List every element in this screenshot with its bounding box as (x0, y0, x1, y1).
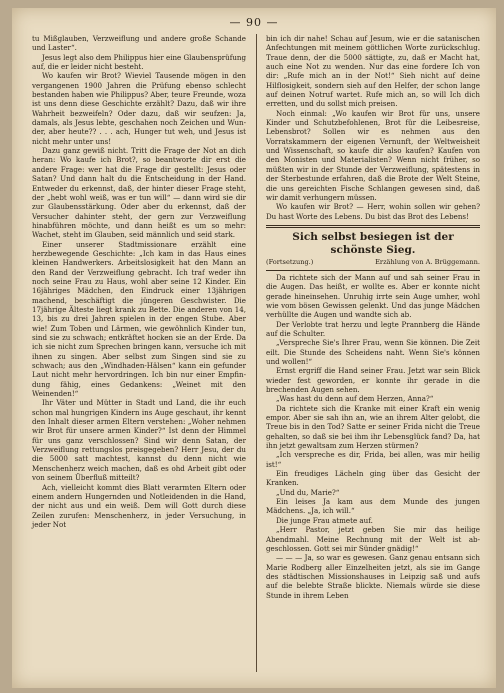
paragraph: Wo kaufen wir Brot? Wieviel Tausende mögen in den vergangenen 1900 Jahren die Prüfung ebenso schlecht bestanden haben wie Philippus? Aber, teure Freunde, woza ist uns denn diese Geschichte erzählt? Dazu, daß wir ihre Wahrheit bezweifeln? Oder dazu, daß wir seufzen: Ja, damals, als Jesus lebte, geschahen noch Zeichen und Wunder, aber heute?? . . . ach, Hunger tut weh, und Jesus ist nicht mehr unter uns! (32, 71, 246, 146)
paragraph: Noch einmal: „Wo kaufen wir Brot für uns, unsere Kinder und Schutzbefohlenen, Brot für die Leibesreise, Lebensbrot? Sollen wir es nehmen aus den Vorratskammern der eigenen Vernunft, der Weltweisheit und Wissenschaft, so kaufe dir also kaufen? Kaufen von den Monisten und Materialisten? Wenn nicht früher, so müßten wir in der Stunde der Verzweiflung, spätestens in der Sterbestunde erfahren, daß die Brote der Welt Steine, die uns gereichten Fische Schlangen gewesen sind, daß wir damit verhungern müssen. (266, 108, 480, 202)
story-paragraph: „Und du, Marie?“ (276, 487, 340, 497)
section-rule (266, 270, 480, 271)
story-paragraph: Ein freudiges Lächeln ging über das Gesicht der Kranken. (266, 469, 480, 488)
right-column (266, 34, 480, 600)
story-paragraph: Der Verlobte trat herzu und legte Prannberg die Hände auf die Schulter. (266, 319, 480, 338)
newspaper-page (12, 8, 496, 688)
paragraph: Ihr Väter und Mütter in Stadt und Land, die ihr euch schon mal hungrigen Kindern ins Auge geschaut, ihr kennt den Inhalt dieser armen Eltern verstehen: „Woher nehmen wir Brot für unsere armen Kinder?“ Ist denn der Himmel für uns ganz verschlossen? Sind wir denn Satan, der Verzweiflung rettungslos preisgegeben? Herr Jesu, der du die 5000 satt machtest, kannst du denn nicht wie Menschenherz weich machen, daß es ohd Arbeit gibt oder von seinem Überfluß mitteilt? (32, 398, 246, 483)
story-paragraph: Da richtete sich der Mann auf und sah seiner Frau in die Augen. Das heißt, er wollte es. Aber er konnte nicht gerade hineinsehen. Unruhig irrte sein Auge umher, wohl wie vom bösen Gewissen gelenkt. Und das junge Mädchen verhüllte die Augen und wandte sich ab. (266, 272, 480, 320)
story-continuation: (Fortsetzung.) (266, 257, 314, 266)
story-title: Sich selbst besiegen ist der schönste Sieg. (292, 230, 454, 256)
paragraph: Wo kaufen wir Brot? — Herr, wohin sollen wir gehen? Du hast Worte des Lebens. Du bist das Brot des Lebens! (266, 202, 480, 221)
paragraph: Einer unserer Stadtmissionare erzählt eine herzbewegende Geschichte: „Ich kam in das Haus eines kleinen Handwerkers. Arbeitslosigkeit hat den Mann an den Rand der Verzweiflung gebracht. Ich traf weder ihn noch seine Frau zu Haus, wohl aber seine 12 Kinder. Ein 16jähriges Mädchen, den Eindruck einer 13jährigen machend, beschäftigt die jüngeren Geschwister. Die 17jährige Älteste liegt krank zu Bette. Die anderen von 14, 13, bis zu drei Jahren spielen in der engen Stube. Aber wie! Zum Toben und Lärmen, wie gewöhnlich Kinder tun, sind sie zu schwach; entkräftet hocken sie an der Erde. Da ich sie nicht zum Sprechen bringen kann, versuche ich mit ihnen zu singen. Aber selbst zum Singen sind sie zu schwach; aus den „Windhaden-Hälsen“ kann ein gefunder Laut nicht mehr hervordringen. Ich bin nur einer Empfindung fähig, eines Gedankens: „Weinet mit den Weinenden!“ (32, 239, 246, 399)
section-rule (266, 225, 480, 228)
page-number: — 90 — (229, 16, 279, 29)
paragraph: Dazu ganz gewiß nicht. Tritt die Frage der Not an dich heran: Wo kaufe ich Brot?, so beantworte dir erst die andere Frage: wer hat die Frage dir gestellt: Jesus oder Satan? Und dann halt du die Entscheidung in der Hand. Entweder du erkennst, daß, der hinter dieser Frage steht, der „hebt wohl weiß, was er tun will“ — dann wird sie dir zur Glaubensstärkung. Oder aber du erkennst, daß der Versucher dahinter steht, der gern zur Verzweiflung hinabführen möchte, und dann heißt es um so mehr: Wachet, steht im Glauben, seid männlich und seid stark. (32, 146, 246, 240)
paragraph: Ach, vielleicht kommt dies Blatt verarmten Eltern oder einem andern Hungernden und Notleidenden in die Hand, der nicht aus und ein weiß. Dem will Gott durch diese Zeilen zurufen: Menschenherz, in jeder Versuchung, in jeder Not (32, 482, 246, 529)
column-divider (256, 34, 257, 672)
story-paragraph: Die junge Frau atmete auf. (276, 515, 373, 525)
paragraph: bin ich dir nahe! Schau auf Jesum, wie er die satanischen Anfechtungen mit meinem göttlichen Worte zurückschlug. Traue denn, der die 5000 sättigte, zu, daß er Macht hat, auch eine Not zu wenden. Nur das eine fordere Ich von dir: „Rufe mich an in der Not!“ Sieh nicht auf deine Hilflosigkeit, sondern sieh auf den Helfer, der schon lange auf deinen Notruf wartet. Rufe mich an, so will Ich dich erretten, und du sollst mich preisen. (266, 34, 480, 109)
paragraph: tu Mißglauben, Verzweiflung und andere große Schande und Laster“. (32, 34, 246, 53)
story-paragraph: Ein leises Ja kam aus dem Munde des jungen Mädchens. „Ja, ich will.“ (266, 497, 480, 516)
paragraph: Jesus legt also dem Philippus hier eine Glaubensprüfung auf, die er leider nicht besteht. (32, 52, 246, 72)
story-paragraph: „Was hast du denn auf dem Herzen, Anna?“ (276, 394, 434, 404)
story-author: Erzählung von A. Brüggemann. (375, 257, 480, 266)
story-paragraph: „Herr Pastor, jetzt geben Sie mir das heilige Abendmahl. Meine Rechnung mit der Welt ist abgeschlossen. Gott sei mir Sünder gnädig!“ (266, 525, 480, 553)
story-paragraph: „Verspreche Sie's Ihrer Frau, wenn Sie können. Die Zeit eilt. Die Stunde des Scheidens naht. Wenn Sie's können und wollen!“ (266, 338, 480, 366)
story-paragraph: Da richtete sich die Kranke mit einer Kraft ein wenig empor. Aber sie sah ihn an, wie an ihrem Alter gelobt, die Treue bis in den Tod? Satte er seiner Frida nicht die Treue gehalten, so daß sie bei ihm ihr Lebensglück fand? Da, hat ihn jetzt gewaltsam zum Herzen stürmen? (266, 403, 480, 451)
story-paragraph: „Ich verspreche es dir, Frida, bei allen, was mir heilig ist!“ (266, 450, 480, 469)
story-byline (266, 258, 480, 267)
story-paragraph: Ernst ergriff die Hand seiner Frau. Jetzt war sein Blick wieder fest geworden, er konnte ihr gerade in die brechenden Augen sehen. (266, 366, 480, 394)
left-column (32, 34, 246, 529)
story-paragraph: — — — Ja, so war es gewesen. Ganz genau entsann sich Marie Rodberg aller Einzelheiten jetzt, als sie im Gange des städtischen Missionshauses in Leipzig saß und aufs auf die belebte Straße blickte. Niemals würde sie diese Stunde in ihrem Leben (266, 553, 480, 600)
